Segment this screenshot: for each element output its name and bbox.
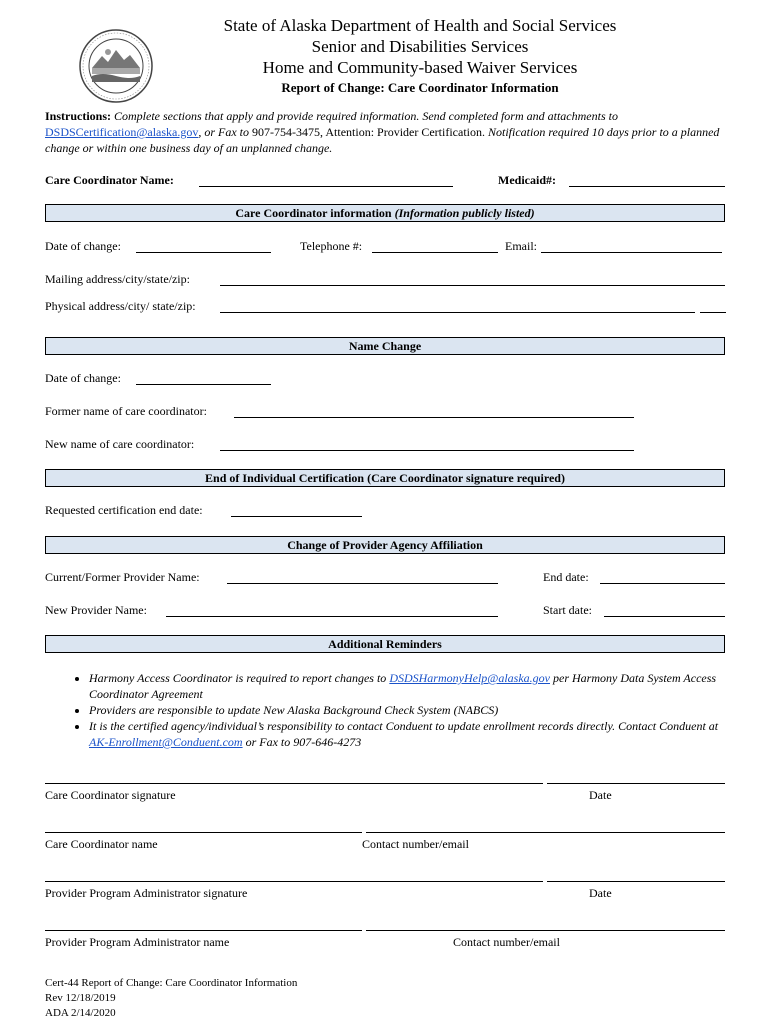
new-name-label: New name of care coordinator: xyxy=(45,437,195,451)
certification-email-link[interactable]: DSDSCertification@alaska.gov xyxy=(45,125,199,139)
agency-end-date-field[interactable] xyxy=(600,583,725,584)
former-name-field[interactable] xyxy=(234,417,634,418)
reminder-3-text-end: or Fax to 907-646-4273 xyxy=(245,735,362,749)
physical-address-field[interactable] xyxy=(220,312,695,313)
cc-name-label: Care Coordinator Name: xyxy=(45,173,174,187)
telephone-field[interactable] xyxy=(372,252,498,253)
cc-date-of-change-label: Date of change: xyxy=(45,239,121,253)
ppa-date-field[interactable] xyxy=(547,881,725,882)
physical-address-field-extra[interactable] xyxy=(700,312,726,313)
ppa-signature-field[interactable] xyxy=(45,881,543,882)
email-field[interactable] xyxy=(541,252,722,253)
physical-address-label: Physical address/city/ state/zip: xyxy=(45,299,196,313)
end-date-field[interactable] xyxy=(231,516,362,517)
ppa-contact-field[interactable] xyxy=(366,930,725,931)
section-cc-info xyxy=(45,204,725,222)
cc-name-sign-label: Care Coordinator name xyxy=(45,837,158,851)
section-agency-affiliation: Change of Provider Agency Affiliation xyxy=(45,536,725,554)
footer-revision: Rev 12/18/2019 xyxy=(45,992,116,1004)
medicaid-field[interactable] xyxy=(569,186,725,187)
ppa-name-label: Provider Program Administrator name xyxy=(45,935,230,949)
conduent-email-link[interactable]: AK-Enrollment@Conduent.com xyxy=(89,735,243,749)
end-date-label: Requested certification end date: xyxy=(45,503,203,517)
cc-date-of-change-field[interactable] xyxy=(136,252,271,253)
telephone-label: Telephone #: xyxy=(300,239,363,253)
ppa-signature-label: Provider Program Administrator signature xyxy=(45,886,248,900)
reminder-1-text: Harmony Access Coordinator is required to report changes to xyxy=(89,671,387,685)
division-title: Senior and Disabilities Services xyxy=(311,37,529,56)
new-name-field[interactable] xyxy=(220,450,634,451)
footer-ada: ADA 2/14/2020 xyxy=(45,1007,116,1019)
harmony-email-link[interactable]: DSDSHarmonyHelp@alaska.gov xyxy=(389,671,550,685)
form-title: Report of Change: Care Coordinator Information xyxy=(281,80,559,95)
ppa-name-field[interactable] xyxy=(45,930,362,931)
footer-form-id: Cert-44 Report of Change: Care Coordinator Information xyxy=(45,977,298,989)
mailing-address-label: Mailing address/city/state/zip: xyxy=(45,272,190,286)
current-provider-field[interactable] xyxy=(227,583,498,584)
reminder-3-text: It is the certified agency/individual’s responsibility to contact Conduent to update enrollment records directly. Contact Conduent at xyxy=(89,719,719,733)
state-seal-logo xyxy=(78,28,154,104)
instructions-fax-prefix: , or Fax to xyxy=(198,125,250,139)
section-reminders: Additional Reminders xyxy=(45,635,725,653)
reminders-list xyxy=(65,670,727,750)
reminder-2-text: Providers are responsible to update New Alaska Background Check System (NABCS) xyxy=(89,703,499,717)
start-date-field[interactable] xyxy=(604,616,725,617)
instructions-label: Instructions: xyxy=(45,109,112,123)
ppa-contact-label: Contact number/email xyxy=(453,935,560,949)
email-label: Email: xyxy=(505,239,537,253)
start-date-label: Start date: xyxy=(543,603,592,617)
agency-title: State of Alaska Department of Health and Social Services xyxy=(223,16,617,35)
reminder-1-text-end: per Harmony Data System Access Coordinator Agreement xyxy=(89,671,717,701)
cc-date-label: Date xyxy=(589,788,612,802)
former-name-label: Former name of care coordinator: xyxy=(45,404,207,418)
new-provider-label: New Provider Name: xyxy=(45,603,147,617)
section-name-change: Name Change xyxy=(45,337,725,355)
cc-signature-field[interactable] xyxy=(45,783,543,784)
mailing-address-field[interactable] xyxy=(220,285,725,286)
ppa-date-label: Date xyxy=(589,886,612,900)
cc-name-sign-field[interactable] xyxy=(45,832,362,833)
medicaid-label: Medicaid#: xyxy=(498,173,556,187)
cc-signature-label: Care Coordinator signature xyxy=(45,788,176,802)
agency-end-date-label: End date: xyxy=(543,570,589,584)
section-cc-info-title: Care Coordinator information xyxy=(235,206,392,220)
current-provider-label: Current/Former Provider Name: xyxy=(45,570,200,584)
nc-date-of-change-label: Date of change: xyxy=(45,371,121,385)
nc-date-of-change-field[interactable] xyxy=(136,384,271,385)
section-cc-info-note: (Information publicly listed) xyxy=(394,206,535,220)
instructions-fax: 907-754-3475, Attention: Provider Certification. xyxy=(252,125,485,139)
instructions-text: Complete sections that apply and provide required information. Send completed form and attachments to xyxy=(114,109,618,123)
section-end-certification: End of Individual Certification (Care Coordinator signature required) xyxy=(45,469,725,487)
reminder-item xyxy=(89,702,727,718)
program-title: Home and Community-based Waiver Services xyxy=(262,58,578,77)
instructions xyxy=(45,108,727,156)
new-provider-field[interactable] xyxy=(166,616,498,617)
cc-contact-field[interactable] xyxy=(366,832,725,833)
reminder-item xyxy=(89,670,727,702)
reminder-item xyxy=(89,718,727,750)
instructions-notice: Notification required 10 days prior to a planned change or within one business day of an unplanned change. xyxy=(45,125,720,155)
cc-name-field[interactable] xyxy=(199,186,453,187)
cc-contact-label: Contact number/email xyxy=(362,837,469,851)
cc-date-field[interactable] xyxy=(547,783,725,784)
